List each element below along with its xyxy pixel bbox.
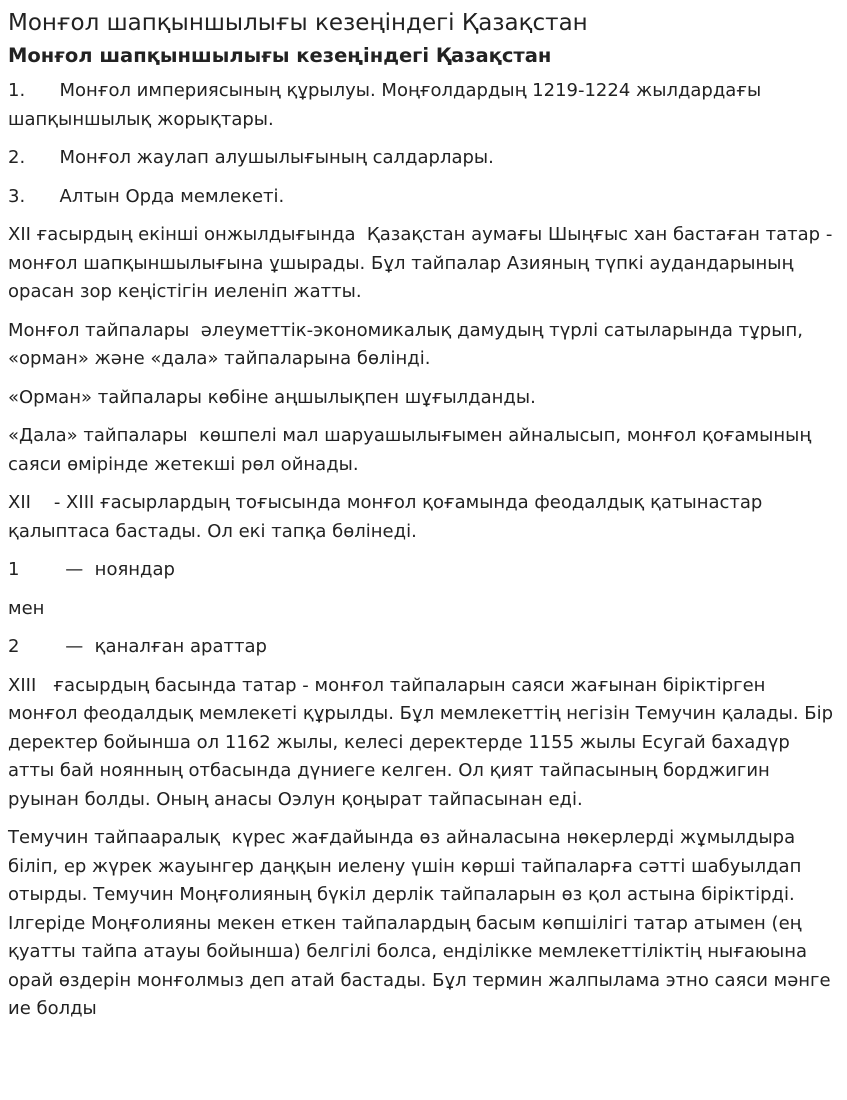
document-heading: Монғол шапқыншылығы кезеңіндегі Қазақстан [8, 44, 552, 67]
list-item-2: 2. Монғол жаулап алушылығының салдарлары. [8, 147, 494, 168]
paragraph-steppe-tribes: «Дала» тайпалары көшпелі мал шаруашылығымен айналысып, монғол қоғамының саяси өмірінде жетекші рөл ойнады. [8, 425, 817, 475]
list-item-1: 1. Монғол империясының құрылуы. Моңғолдардың 1219-1224 жылдардағы шапқыншылық жорықтары. [8, 80, 767, 130]
document-title: Монғол шапқыншылығы кезеңіндегі Қазақстан [8, 10, 588, 36]
paragraph-temuchin-origin: XIII ғасырдың басында татар - монғол тайпаларын саяси жағынан біріктірген монғол феодалдық мемлекеті құрылды. Бұл мемлекеттің негізін Темучин қалады. Бір деректер бойынша ол 1162 жылы, келесі деректерде 1155 жылы Есугай бахадүр атты бай ноянның отбасында дүниеге келген. Ол қият тайпасының борджигин руынан болды. Оның анасы Оэлун қоңырат тайпасынан еді. [8, 674, 839, 810]
list-item-3: 3. Алтын Орда мемлекеті. [8, 185, 285, 207]
class-item-1: 1 — нояндар [8, 559, 175, 580]
paragraph-temuchin-unification: Темучин тайпааралық күрес жағдайында өз айналасына нөкерлерді жұмылдыра біліп, ер жүрек жауынгер даңқын иелену үшін көрші тайпаларға сәтті шабуылдап отырды. Темучин Моңғолияның бүкіл дерлік тайпаларын өз қол астына біріктірді. Ілгеріде Моңғолияны мекен еткен тайпалардың басым көпшілігі татар атымен (ең қуатты тайпа атауы бойынша) белгілі болса, енділікке мемлекеттіліктің нығаюына орай өздерін монғолмыз деп атай бастады. Бұл термин жалпылама этно саяси мәнге ие болды [8, 827, 837, 1019]
paragraph-intro: XII ғасырдың екінші онжылдығында Қазақстан аумағы Шыңғыс хан бастаған татар - монғол шапқыншылығына ұшырады. Бұл тайпалар Азияның түпкі аудандарының орасан зор кеңістігін иеленіп жатты. [8, 224, 839, 302]
paragraph-feudal: XII - XIII ғасырлардың тоғысында монғол қоғамында феодалдық қатынастар қалыптаса бастады. Ол екі тапқа бөлінеді. [8, 492, 769, 542]
conjunction-text: мен [8, 597, 45, 619]
paragraph-tribes: Монғол тайпалары әлеуметтік-экономикалық дамудың түрлі сатыларында тұрып, «орман» және «дала» тайпаларына бөлінді. [8, 319, 809, 369]
paragraph-forest-tribes: «Орман» тайпалары көбіне аңшылықпен шұғылданды. [8, 386, 536, 408]
class-item-2: 2 — қаналған араттар [8, 636, 267, 657]
